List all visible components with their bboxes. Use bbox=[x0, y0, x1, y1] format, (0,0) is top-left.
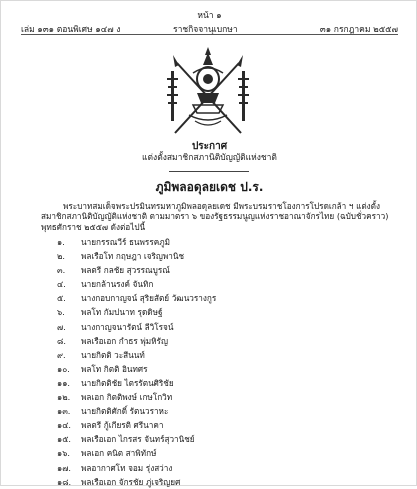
list-item bbox=[57, 376, 377, 390]
member-name: พลโท กิตติ อินทศร bbox=[81, 363, 148, 374]
announcement-heading bbox=[1, 140, 417, 164]
member-name: พลเอก กิตติพงษ์ เกษโกวิท bbox=[81, 392, 173, 403]
announcement-title: ประกาศ bbox=[191, 141, 228, 152]
item-number: ๑๘. bbox=[57, 476, 72, 487]
list-item bbox=[57, 362, 377, 376]
volume-label: เล่ม ๑๓๑ ตอนพิเศษ ๑๔๗ ง bbox=[21, 25, 121, 35]
item-number: ๓. bbox=[57, 265, 66, 276]
member-name: พลเรือเอก กำธร พุ่มหิรัญ bbox=[81, 335, 168, 346]
member-list bbox=[57, 235, 377, 489]
member-name: พลเรือเอก จักรชัย ภู่เจริญยศ bbox=[81, 476, 181, 487]
item-number: ๔. bbox=[57, 279, 66, 290]
publication-date: ๓๑ กรกฎาคม ๒๕๕๗ bbox=[319, 25, 398, 35]
announcement-subtitle: แต่งตั้งสมาชิกสภานิติบัญญัติแห่งชาติ bbox=[142, 153, 277, 163]
member-name: นางกาญจนารัตน์ ลีวิโรจน์ bbox=[81, 321, 174, 332]
member-name: นายกล้านรงค์ จันทิก bbox=[81, 279, 154, 290]
item-number: ๕. bbox=[57, 293, 66, 304]
member-name: นางกอบกาญจน์ สุริยสัตย์ วัฒนวรางกูร bbox=[81, 293, 217, 304]
header-divider bbox=[21, 34, 398, 35]
item-number: ๑๗. bbox=[57, 462, 71, 473]
member-name: พลเรือโท กฤษฎา เจริญพานิช bbox=[81, 251, 185, 262]
gazette-name: ราชกิจจานุเบกษา bbox=[173, 25, 238, 35]
list-item bbox=[57, 348, 377, 362]
list-item bbox=[57, 320, 377, 334]
member-name: พลตรี กู้เกียรติ ศรีนาคา bbox=[81, 420, 164, 431]
member-name: นายกิตติศักดิ์ รัตนวราหะ bbox=[81, 406, 169, 417]
list-item bbox=[57, 475, 377, 489]
list-item bbox=[57, 305, 377, 319]
title-divider bbox=[169, 171, 249, 172]
royal-signature: ภูมิพลอดุลยเดช ป.ร. bbox=[155, 180, 264, 194]
item-number: ๑๐. bbox=[57, 363, 70, 374]
member-name: พลเอก คนิต สาพิทักษ์ bbox=[81, 448, 157, 459]
decree-paragraph bbox=[41, 201, 389, 232]
member-name: พลเรือเอก ไกรสร จันทร์สุวานิชย์ bbox=[81, 434, 195, 445]
list-item bbox=[57, 291, 377, 305]
item-number: ๑๔. bbox=[57, 420, 71, 431]
item-number: ๗. bbox=[57, 321, 66, 332]
item-number: ๑๒. bbox=[57, 392, 71, 403]
member-name: พลอากาศโท จอม รุ่งสว่าง bbox=[81, 462, 173, 473]
list-item bbox=[57, 235, 377, 249]
list-item bbox=[57, 446, 377, 460]
item-number: ๑. bbox=[57, 237, 65, 247]
list-item bbox=[57, 390, 377, 404]
item-number: ๑๕. bbox=[57, 434, 71, 445]
item-number: ๒. bbox=[57, 251, 65, 262]
paragraph-line: สมาชิกสภานิติบัญญัติแห่งชาติ ตามมาตรา ๖ ของรัฐธรรมนูญแห่งราชอาณาจักรไทย (ฉบับชั่วคราว) bbox=[41, 211, 389, 222]
list-item bbox=[57, 404, 377, 418]
member-name: นายกิตติ วะสีนนท์ bbox=[81, 349, 145, 360]
garuda-emblem-icon bbox=[167, 45, 249, 137]
item-number: ๑๓. bbox=[57, 406, 71, 417]
list-item bbox=[57, 263, 377, 277]
member-name: นายกรรณวีร์ ธนพรรคภูมิ bbox=[81, 237, 170, 247]
list-item bbox=[57, 249, 377, 263]
member-name: นายกิตติชัย ไตรรัตนศิริชัย bbox=[81, 377, 174, 388]
list-item bbox=[57, 432, 377, 446]
item-number: ๖. bbox=[57, 307, 65, 318]
page-number: หน้า ๑ bbox=[197, 11, 222, 21]
list-item bbox=[57, 334, 377, 348]
member-name: พลโท กัมปนาท รุดดิษฐ์ bbox=[81, 307, 163, 318]
item-number: ๑๑. bbox=[57, 377, 70, 388]
member-name: พลตรี กลชัย สุวรรณบูรณ์ bbox=[81, 265, 170, 276]
item-number: ๙. bbox=[57, 349, 66, 360]
paragraph-line: พระบาทสมเด็จพระปรมินทรมหาภูมิพลอดุลยเดช มีพระบรมราชโองการโปรดเกล้า ฯ แต่งตั้ง bbox=[63, 201, 380, 211]
paragraph-line: พุทธศักราช ๒๕๕๗ ดังต่อไปนี้ bbox=[41, 221, 146, 232]
list-item bbox=[57, 277, 377, 291]
item-number: ๑๖. bbox=[57, 448, 70, 459]
item-number: ๘. bbox=[57, 335, 66, 346]
list-item bbox=[57, 461, 377, 475]
list-item bbox=[57, 418, 377, 432]
